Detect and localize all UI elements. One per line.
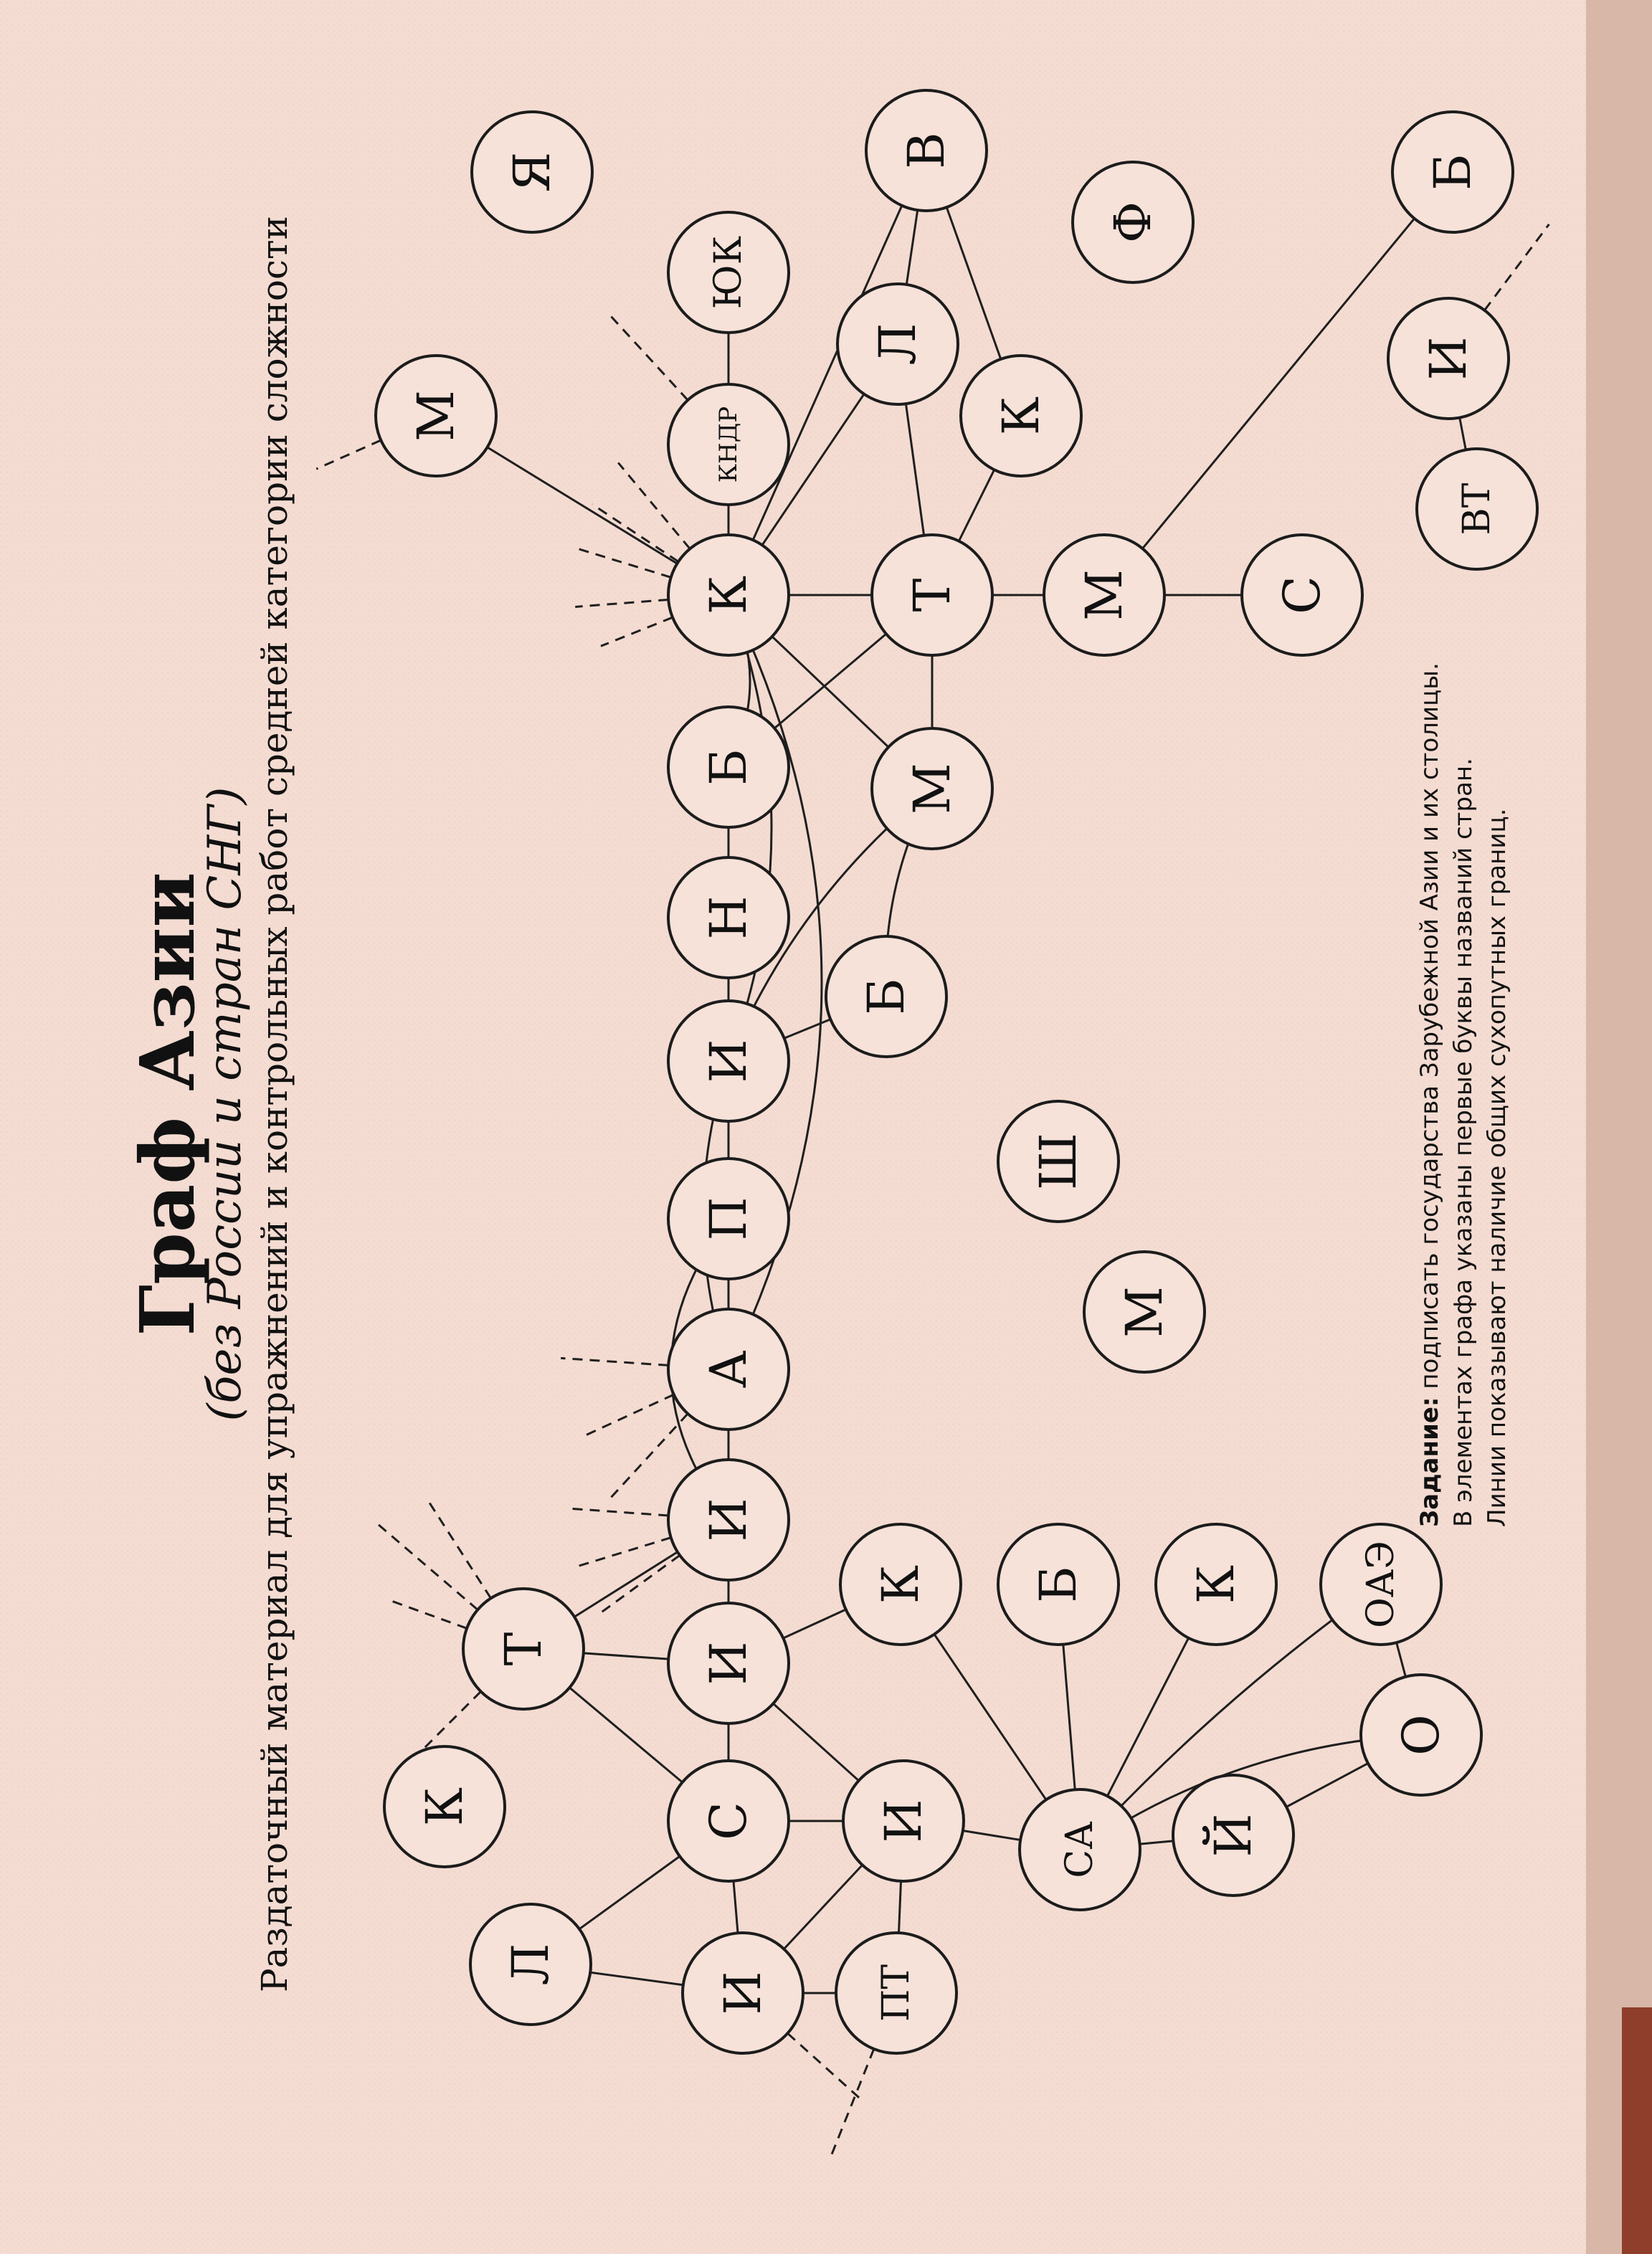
country-node-label: И [699,1039,758,1083]
country-node [866,90,987,211]
country-node [837,284,958,404]
country-node-label: М [903,763,962,814]
country-node-label: КНДР [714,406,743,483]
task-line-3: Линии показывают наличие общих сухопутных границ. [1483,808,1511,1527]
country-node-label: И [699,1641,758,1685]
country-node-label: И [699,1498,758,1542]
task-line-2: В элементах графа указаны первые буквы названий стран. [1449,758,1478,1527]
page-corner-binding [1622,2007,1652,2254]
country-node [840,1524,961,1645]
country-node-label: К [699,575,758,615]
country-node-label: М [1115,1286,1174,1338]
country-node-label: К [1187,1564,1245,1604]
country-node [668,857,789,978]
country-node [1388,298,1509,419]
country-node [376,356,496,476]
country-node-label: В [897,132,956,169]
country-node-label: Й [1204,1813,1263,1858]
country-node-label: А [699,1350,758,1389]
country-node [668,1603,789,1723]
country-node [668,707,789,827]
country-node [872,728,992,849]
country-node [668,1159,789,1279]
country-node-label: К [992,396,1050,436]
country-node [472,112,592,232]
country-node [1392,112,1513,232]
country-node [1361,1675,1481,1795]
page-description: Раздаточный материал для упражнений и контрольных работ средней категории сложности [254,216,295,1992]
country-node [998,1524,1119,1645]
country-node [668,1001,789,1121]
country-node [668,1761,789,1881]
page-subtitle: (без России и стран СНГ) [199,786,252,1422]
country-node-label: И [874,1799,933,1843]
country-node [1242,535,1362,655]
country-node-label: Т [494,1632,553,1666]
country-node-label: И [713,1971,772,2015]
country-node [470,1904,591,2025]
country-node-label: Л [501,1943,560,1986]
task-line-1 [1415,662,1444,1527]
page-edge-shadow [1586,0,1652,2254]
country-node-label: М [407,390,465,442]
country-node [1417,449,1537,569]
country-node [1173,1775,1293,1896]
country-node [836,1933,956,2053]
country-node-label: Б [1029,1566,1088,1603]
country-node-label: Н [699,895,758,940]
country-node [384,1746,505,1867]
country-node-label: О [1392,1714,1451,1756]
country-node [463,1589,584,1709]
country-node-label: М [1075,569,1134,621]
country-node [826,936,946,1057]
country-node [872,535,992,655]
country-node [668,384,789,505]
country-node-label: ПТ [875,1964,918,2022]
country-node-label: СА [1058,1821,1101,1878]
country-node [668,1460,789,1580]
country-node [1044,535,1164,655]
country-node-label: ОАЭ [1359,1541,1402,1628]
country-node-label: К [871,1564,930,1604]
country-node-label: К [415,1787,474,1827]
country-node [961,356,1081,476]
country-node-label: Л [868,323,927,366]
country-node-label: Я [503,151,561,193]
country-node-label: П [699,1197,758,1241]
country-node-label: ЮК [707,235,750,310]
country-node [1084,1252,1205,1372]
country-node [1073,162,1193,282]
country-node-label: С [699,1802,758,1840]
country-node [668,535,789,655]
country-node-label: Ш [1029,1133,1088,1190]
country-node [1321,1524,1441,1645]
country-node [843,1761,964,1881]
task-label: Задание: [1415,1397,1444,1527]
country-node-label: Б [857,978,916,1015]
country-node [1020,1789,1140,1910]
task-text-1: подписать государства Зарубежной Азии и их столицы. [1415,662,1444,1389]
country-node-label: И [1419,336,1478,381]
country-node-label: Б [1423,153,1482,191]
country-node [668,212,789,333]
country-node [998,1101,1119,1222]
country-node-label: Б [699,748,758,786]
country-node [683,1933,803,2053]
country-node [668,1309,789,1430]
country-node-label: С [1273,576,1331,614]
country-node-label: ВТ [1456,482,1499,536]
page-title: Граф Азии [123,872,212,1336]
country-node-label: Т [903,578,962,612]
country-node [1156,1524,1276,1645]
country-node-label: Ф [1103,201,1162,244]
